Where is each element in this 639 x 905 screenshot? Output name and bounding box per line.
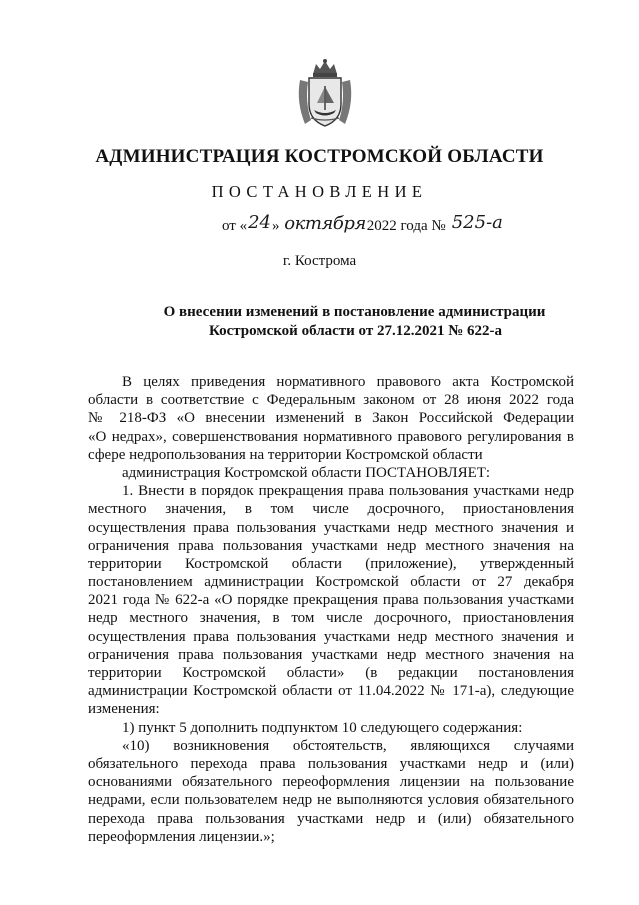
- body-line: переоформления лицензии.»;: [88, 828, 275, 845]
- organization-title: АДМИНИСТРАЦИЯ КОСТРОМСКОЙ ОБЛАСТИ: [95, 146, 544, 167]
- body-line: администрации Костромской области от 11.04.2022 № 171-а), следующие: [88, 683, 574, 700]
- body-line: обязательного перехода права пользования участками недр и (или): [88, 755, 574, 772]
- date-prefix: от «: [222, 218, 248, 234]
- body-line: недр местного значения, в том числе досрочного, приостановления: [88, 610, 574, 627]
- body-line: местного значения, в том числе досрочного, приостановления: [88, 501, 574, 518]
- body-line: 1) пункт 5 дополнить подпунктом 10 следующего содержания:: [122, 719, 523, 736]
- body-line: В целях приведения нормативного правового акта Костромской: [122, 374, 574, 390]
- body-line: № 218-ФЗ «О внесении изменений в Закон Российской Федерации: [88, 410, 574, 427]
- subject-line-2: Костромской области от 27.12.2021 № 622-а: [208, 323, 503, 339]
- body-line: области в соответствие с Федеральным законом от 28 июня 2022 года: [88, 392, 574, 409]
- date-close-quote: »: [272, 218, 280, 234]
- body-line: основаниями обязательного переоформления лицензии на пользование: [88, 774, 574, 791]
- body-line: «10) возникновения обстоятельств, являющихся случаями: [122, 737, 574, 754]
- date-year-label: 2022 года №: [366, 218, 446, 234]
- document-type: ПОСТАНОВЛЕНИЕ: [211, 182, 428, 201]
- body-line: 2021 года № 622-а «О порядке прекращения права пользования участками: [88, 592, 574, 609]
- body-line: недрами, если пользователем недр не выполняются условия обязательного: [88, 792, 574, 809]
- coat-of-arms-emblem: [296, 58, 354, 130]
- body-line: территории Костромской области (приложение), утвержденный: [88, 555, 574, 572]
- body-line: территории Костромской области» (в редакции постановления: [88, 665, 574, 681]
- subject-line-1: О внесении изменений в постановление администрации: [163, 304, 546, 320]
- body-line: ограничения права пользования участками недр местного значения на: [88, 537, 574, 554]
- body-line: «О недрах», совершенствования нормативного правового регулирования в: [88, 428, 574, 445]
- document-subject: [0, 303, 639, 341]
- date-line: [222, 214, 503, 235]
- city-label: г. Кострома: [282, 253, 357, 269]
- body-line: осуществления права пользования участками недр местного значения и: [88, 628, 574, 645]
- document-number-handwritten: 525-а: [451, 212, 503, 233]
- body-line: ограничения права пользования участками недр местного значения на: [88, 646, 574, 663]
- body-line: администрация Костромской области ПОСТАНОВЛЯЕТ:: [122, 464, 491, 481]
- date-day-handwritten: 24: [248, 212, 272, 233]
- body-line: осуществления права пользования участками недр местного значения и: [88, 519, 574, 536]
- body-line: 1. Внести в порядок прекращения права пользования участками недр: [122, 483, 574, 500]
- body-line: перехода права пользования участками недр и (или) обязательного: [88, 810, 574, 827]
- document-body: [88, 373, 574, 846]
- body-line: изменения:: [88, 701, 160, 718]
- date-month-handwritten: октября: [284, 213, 366, 234]
- body-line: сфере недропользования на территории Костромской области: [88, 446, 483, 463]
- body-line: постановлением администрации Костромской области от 27 декабря: [88, 574, 574, 591]
